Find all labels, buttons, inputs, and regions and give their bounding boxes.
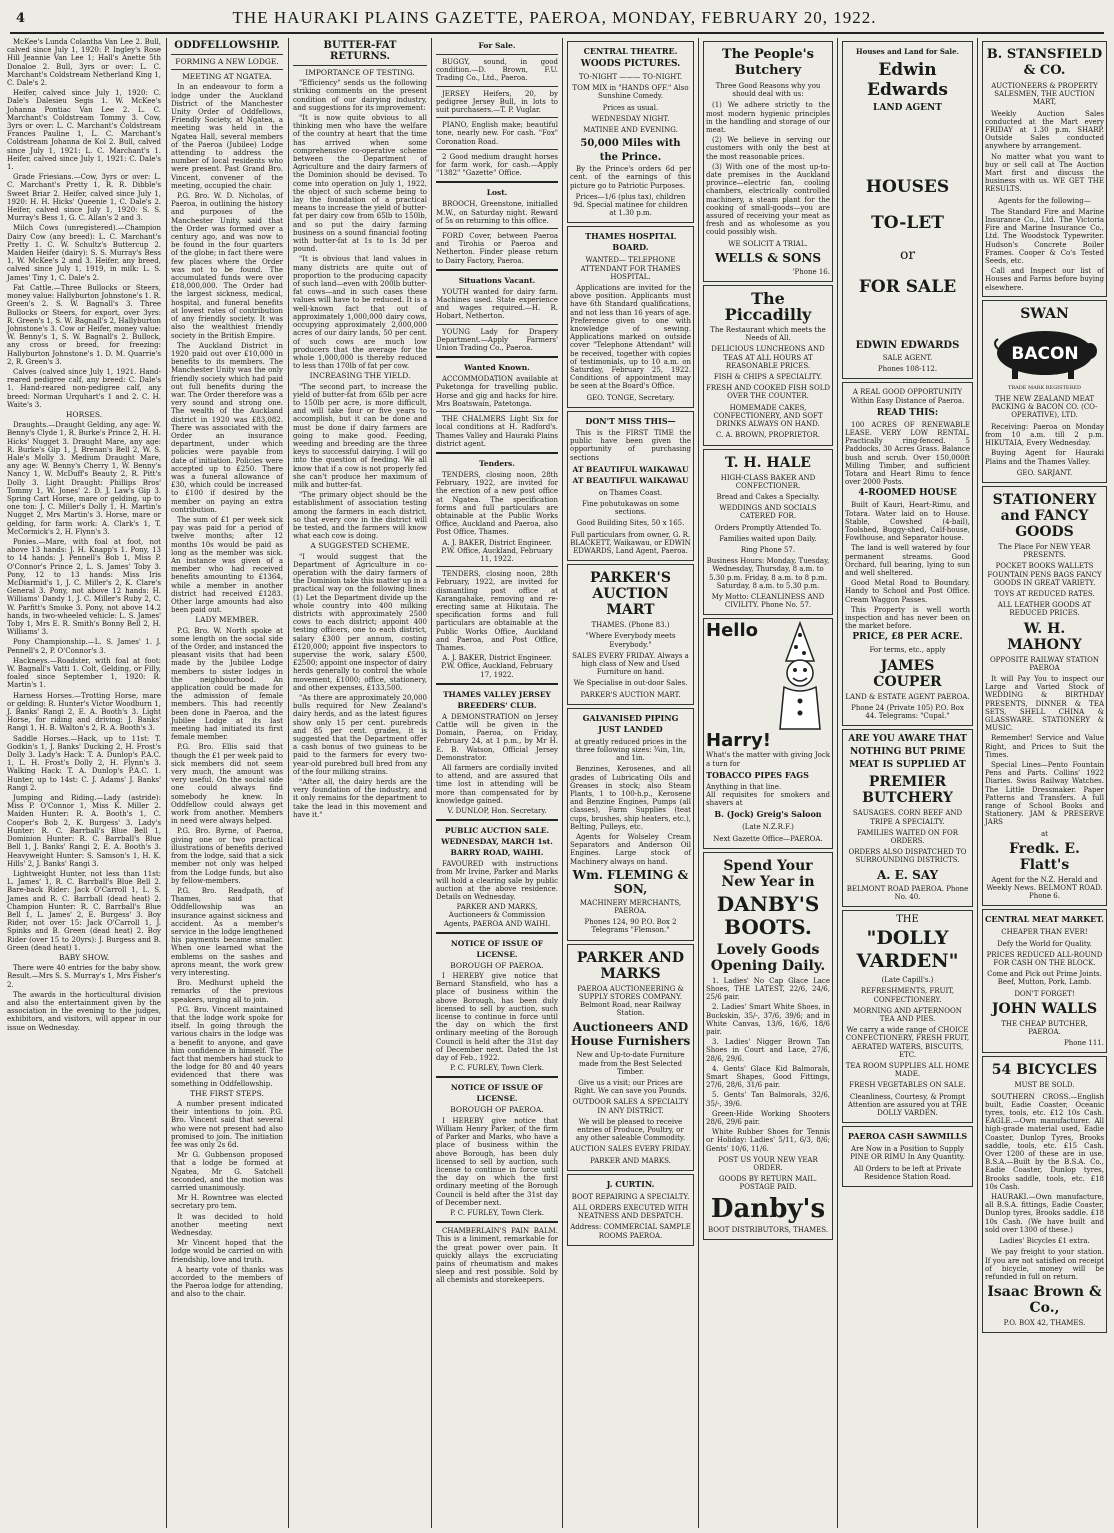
ad-line: Cleanliness, Courtesy, & Prompt Attention are assured you at THE DOLLY VARDEN. [847,1092,968,1117]
classified-ad: FAVOURED with instructions from Mr Irvine, Parker and Marks will hold a clearing sale by public auction at the above residence. Details on Wednesday. [436,860,558,902]
ad-line: The Place For NEW YEAR PRESENTS. [998,542,1091,560]
classified-signature: P. C. FURLEY, Town Clerk. [450,1208,544,1217]
classified-ad: FORD Cover, between Paeroa and Tirohia or Paeroa and Netherton. Finder please return to Dairy Factory, Paeroa. [436,232,558,265]
ad-line: Ladies' Bicycles £1 extra. [999,1237,1090,1246]
ad-line: This Property is well worth inspection and has never been on the market before. [845,605,970,631]
ad-line: We pay freight to your station. If you are not satisfied on receipt of bicycle, money will be refunded in full on return. [985,1248,1104,1281]
classified-ad: TENDERS, closing noon, 28th February, 1922, are invited for the erection of a new post office at Ngatea. The specification forms and full particulars are obtainable at the Public Works Office, Auckland and Paeroa, also Post Office, Thames. [436,470,558,537]
article-paragraph: Hackneys.—Roadster, with foal at foot: W. Bagnall's Vatti 1. Colt, Gelding, or Filly, foaled since September 1, 1920: R. Martin's 1. [7,656,161,690]
classified-ad: BROOCH, Greenstone, initialled M.W., on Saturday night. Reward of 5s on returning to this office. [436,200,558,225]
article-paragraph: Heifer, calved since July 1, 1920: C. Dale's Dalesieu Segis 1. W. McKee's Johanna Pontiac Van Lee 2. L. C. Marchant's Coldstream Tommy 3. Cow, 3yrs or over: L. C. Marchant's Coldstream Frances Pauline 1, L. C. Marchant's Coldstream Johanna de Kol 2. Bull, calved since July 1, 1921: L. C. Marchant's 1. Heifer, calved since July 1, 1921: C. Dale's 1. [7,89,161,172]
ad-line: 1. Ladies' No Cap Glace Lace Shoes, THE LATEST, 22/6, 24/6, 25/6 pair. [706,976,830,1002]
ad-line: P.O. BOX 42, THAMES. [1003,1319,1086,1328]
ad-line: ORDERS ALSO DISPATCHED TO SURROUNDING DISTRICTS. [848,848,967,865]
ad-line: ALL ORDERS EXECUTED WITH NEATNESS AND DESPATCH. [572,1204,689,1221]
ad-heading: 54 BICYCLES [991,1062,1098,1079]
classified-ad: YOUTH wanted for dairy farm. Machines used. State experience and wages required.—H. R. Hobart, Netherton. [436,287,558,321]
ad-line: A. E. SAY [876,867,939,882]
ad-line: What's the matter with giving Jock a turn for [706,751,830,768]
article-paragraph: P.G. Bro. Ellis said that though the £1 per week paid to sick members did not seem very much, the amount was very useful. On the social side one could always find somebody he knew. In Oddfellow could always get work from another. Members in need were always helped. [171,743,283,826]
article-paragraph: Harness Horses.—Trotting Horse, mare or gelding: R. Hunter's Victor Woodburn 1, J. Banks' Rangi 2, E. A. Booth's 3. Light Horse, for riding and driving: J. Banks' Rangi 1, H. B. Walton's 2, R. A. Booth's 3. [7,691,161,733]
ad-line: Ring Phone 57. [740,545,796,554]
ad-line: MACHINERY MERCHANTS, PAEROA. [579,898,682,915]
ad-line: Prices as usual. [602,103,659,112]
classified-signature: A. J. BAKER, District Engineer. P.W. Office, Auckland, February 11, 1922. [441,538,553,563]
ad-heading: STATIONERY and FANCY GOODS [992,491,1097,540]
ad-line: SALE AGENT. [882,354,933,362]
classified-heading: Lost. [486,188,508,198]
article-paragraph: Draughts.—Draught Gelding, any age: W. Benny's Clyde 1, R. Burke's Prince 2, H. H. Hicks' Nugget 3. Draught Mare, any age: R. Burke's Gip 1, J. Brenan's Bell 2, W. S. Hale's Molly 3. Medium Draught Mare, any age: W. Benny's Cherry 1, W. Benny's Nancy 1, W. McDuff's Beauty 2, R. Pitt's Dolly 3. Light Draught: Phillips Bros' Tommy 1, W. Jones' 2. D. J. Law's Gip 3. Spring Cart Horse, mare or gelding, up to one ton: J. C. Miller's Dolly 1, H. Martin's Nugget 2, Mrs Martin's 3. Horse, mare or gelding, for farm work: A. Clark's 1, T. McCormick's 2, H. Flynn's 3. [7,421,161,536]
ad-line: Phones 124, 90 P.O. Box 2 Telegrams "Flemson." [584,918,677,935]
classified-ad: All farmers are cordially invited to attend, and are assured that time lost in attending will be more than compensated for by knowledge gained. [436,764,558,805]
ad-line: Buying Agent for Hauraki Plains and the Thames Valley. [985,449,1104,466]
classified-ad: I HEREBY give notice that Bernard Stansfield, who has a place of business within the above Borough, has been duly licensed to sell by auction, such license to continue in force until the day on which the first ordinary meeting of the Borough Council is held after the 31st day of December next. Dated the 1st day of Feb., 1922. [436,972,558,1063]
ad-line: Bread and Cakes a Specialty. [716,492,820,501]
classified-ad: THE CHALMERS Light Six for local conditions at H. Radford's. Thames Valley and Hauraki Plains district agent. [436,415,558,448]
ad-heading: Isaac Brown & Co., [987,1284,1102,1317]
ad-heading: A REAL GOOD OPPORTUNITY Within Easy Distance of Paeroa. [850,388,965,405]
ad-heading: PAEROA CASH SAWMILLS [847,1131,968,1142]
ad-line: 2. Ladies' Smart White Shoes, in Buckskin, 35/-, 37/6, 39/6; and in White Canvas, 13/6, 16/6, 18/6 pair. [706,1003,830,1036]
section-heading: A SUGGESTED SCHEME. [310,541,410,551]
ad-line: ALL LEATHER GOODS AT REDUCED PRICES. [997,601,1092,618]
ad-line: FISH & CHIPS A SPECIALITY. [713,373,823,382]
classified-ad: I HEREBY give notice that William Henry Parker, of the firm of Parker and Marks, who have a place of business within the above Borough, has been duly licensed to sell by auction, such license to continue in force until the day on which the first ordinary meeting of the Borough Council is held after the 31st day of December next. [436,1116,558,1207]
ad-line: WELLS & SONS [714,250,822,265]
ad-line: Three Good Reasons why you should deal with us: [715,82,821,99]
classified-signature: P. C. FURLEY, Town Clerk. [450,1064,544,1073]
ad-line: Phones 108-112. [877,365,938,374]
ad-heading: DON'T MISS THIS— [585,415,676,426]
ad-line: (Late Capill's.) [881,976,934,985]
column-show-results [4,38,164,1528]
ad-line: My Motto: CLEANLINESS AND CIVILITY. Phone No. 57. [711,592,825,610]
article-paragraph: P.G. Bro. Byrne, of Paeroa, giving one or two practical illustrations of benefits derived from the lodge, said that a sick member not only was helped from the Lodge funds, but also by fellow-members. [171,827,283,885]
ad-line: at [1041,829,1048,838]
ad-line: WEDDINGS AND SOCIALS CATERED FOR. [719,504,817,521]
ad-line: (2) We believe in serving our customers with only the best at the most reasonable prices. [706,136,830,161]
ad-line: Remember! Service and Value Right, and Prices to Suit the Times. [985,734,1104,759]
ad-line: Phone 111. [1064,1039,1104,1048]
ad-line: No matter what you want to buy or sell call at The Auction Mart first and discuss the business with us. WE GET THE RESULTS. [985,152,1104,194]
ad-line: Business Hours: Monday, Tuesday, Wednesday, Thursday, 8 a.m. to 5.30 p.m. Friday, 8 a.m. to 8 p.m. Saturday, 8 a.m. to 5.30 p.m. [706,557,830,590]
ad-line: TO-NIGHT ——— TO-NIGHT. [578,73,683,81]
ad-heading: JOHN WALLS [991,1000,1098,1017]
ad-line: Phone 24 (Private 105) P.O. Box 44. Telegrams: "Cupal." [851,703,964,721]
ad-line: THE [896,913,919,925]
ad-line: White Rubber Shoes for Tennis or Holiday: Ladies' 5/11, 6/3, 8/6; Gents' 10/6, 11/6. [706,1128,830,1153]
ad-line: Give us a visit; our Prices are Right. We can save you Pounds. [574,1079,687,1096]
section-heading: HORSES. [65,409,103,419]
ad-line: TOYS AT REDUCED RATES. [994,589,1095,598]
ad-line: Good Building Sites, 50 x 165. [576,519,685,528]
ad-line: WE SOLICIT A TRIAL. [728,239,808,248]
ad-line: Orders Promptly Attended To. [714,523,822,532]
classified-heading: PUBLIC AUCTION SALE. WEDNESDAY, MARCH 1st. BARRY ROAD, WAIHI. [441,826,553,858]
classified-heading: Wanted Known. [464,363,530,373]
ad-line: Address: COMMERCIAL SAMPLE ROOMS PAEROA. [570,1223,691,1240]
ad-line: C. A. BROWN, PROPRIETOR. [715,431,820,440]
ad-line: PARKER'S AUCTION MART. [580,690,681,699]
ad-line: AUCTION SALES EVERY FRIDAY. [570,1145,691,1154]
article-paragraph: "As there are approximately 20,000 bulls required for New Zealand's dairy herds, and as the latest figures show only 15 per cent. purebreds and 85 per cent. grades, it is suggested that the Department offer a cash bonus of two guineas to be paid to the farmers for every two-year-old purebred bull bred from any of the four milking strains. [293,694,427,776]
ad-line: It will Pay You to inspect our Large and Varied Stock of WEDDING & BIRTHDAY PRESENTS, DINNER & TEA SETS, SHELL CHINA & GLASSWARE. STATIONERY & MUSIC. [985,674,1104,733]
ad-line: CHEAPER THAN EVER! [1001,928,1088,937]
ad-line: TEA ROOM SUPPLIES ALL HOME MADE. [845,1061,970,1079]
article-paragraph: "After all, the dairy herds are the very foundation of the industry, and it only remains for the department to take the lead in this movement and have it." [293,778,427,819]
ad-line: PARKER AND MARKS. [590,1156,671,1165]
article-paragraph: Bro. Medhurst upheld the remarks of the previous speakers, urging all to join. [171,979,283,1004]
ad-heading: Spend Your New Year in [721,857,815,890]
ad-line: POCKET BOOKS WALLETS FOUNTAIN PENS BAGS FANCY GOODS IN GREAT VARIETY. [987,562,1102,587]
ad-line: 'Phone 16. [792,267,830,276]
ad-line: POST US YOUR NEW YEAR ORDER. [718,1155,818,1173]
article-paragraph: Ponies.—Mare, with foal at foot, not above 13 hands: J. H. Knapp's 1. Pony, 13 to 14 hands: J. Pennell's Bob 1, Miss P. O'Connor's Prince 2, L. S. James' Toby 3. Pony, 12 to 13 hands: Miss Iris McDiarmid's 1, J. C. Miller's 2, K. Clare's General 3. Pony, not above 12 hands: H. Williams' Dandy 1, J. C. Miller's Ruby 2, C. W. Parfitt's Smoke 3. Pony, not above 14.2 hands, in two-wheeled vehicle: L. S. James' Toby 1, Mrs E. R. Smith's Bonny Bell 2, H. Williams' 3. [7,537,161,637]
ad-heading: "DOLLY VARDEN" [856,927,959,973]
ad-heading: Hello Harry! [706,620,771,752]
ad-line: AUCTIONEERS & PROPERTY SALESMEN, THE AUCTION MART, [991,82,1098,107]
ad-line: The land is well watered by four permanent streams. Good Orchard, full bearing, lying to sun and well sheltered. [845,544,970,578]
article-subtitle: MEETING AT NGATEA. [182,72,272,82]
notice-borough: BOROUGH OF PAEROA. [450,1105,544,1115]
ad-heading: W. H. MAHONY [1007,620,1082,653]
classified-heading: NOTICE OF ISSUE OF LICENSE. [450,938,544,959]
ad-line: We will be pleased to receive entries of Produce, Poultry, or any other saleable Commodity. [575,1117,686,1143]
ad-line: Prices—1/6 (plus tax), children 9d. Special matinee for children at 1.30 p.m. [573,192,688,218]
ad-line: THAMES. (Phone 83.) [591,621,670,630]
ad-heading: PARKER'S AUCTION MART [590,570,671,619]
ad-line: WEDNESDAY NIGHT. [591,114,670,123]
ad-line: EDWIN EDWARDS [855,340,960,351]
article-paragraph: Pony Championship.—L. S. James' 1. J. Pennell's 2, P. O'Connor's 3. [7,638,161,655]
ad-line: GOODS BY RETURN MAIL. POSTAGE PAID. [719,1175,817,1192]
article-paragraph: P.G. Bro. Vincent maintained that the lodge work spoke for itself. In going through the various chairs in the lodge was a benefit to anyone, and gave him confidence in himself. The fact that members had stuck to the lodge for 80 and 40 years evidenced that there was something in Oddfellowship. [171,1005,283,1088]
article-paragraph: Fat Cattle.—Three Bullocks or Steers, money value: Hallyburton Johnstone's 1. R. Green's 2. S. W. Bagnall's 3. Three Bullocks or Steers, for export, over 3yrs: R. Green's 1, S. W. Bagnall's 2, Hallyburton Johnstone's 3. Cow or Heifer, money value: W. Benny's 1, S. W. Bagnall's 2. Bullock, any cross or breed, for freezing: Hallyburton Johnstone's 1. D. M. Quarrie's 2, R. Green's 3. [7,283,161,366]
column-butterfat [290,38,430,1528]
article-paragraph: McKee's Lunda Colantha Van Lee 2. Bull, calved since July 1, 1920: P. Ingley's Rose Hill Jeannie Van Lee 1; Hall's Anette 5th Donaloe 2. Bull, 3yrs or over: L. C. Marchant's Coldstream Netherland King 1, C. Dale's 2. [7,38,161,88]
classified-ad: BUGGY, sound, in good condition.—D. Brown, F.U. Trading Co., Ltd., Paeroa. [436,58,558,83]
ad-line: 5. Gents' Tan Balmorals, 32/6, 35/-, 39/6. [706,1091,830,1108]
article-subtitle: IMPORTANCE OF TESTING. [305,68,415,77]
ad-heading: J. CURTIN. [606,1178,655,1189]
ad-heading: THAMES HOSPITAL BOARD. [585,231,676,253]
ad-line: New and Up-to-date Furniture made from the Best Selected Timber. [576,1051,685,1076]
ad-line: (Late N.Z.R.F.) [742,823,794,832]
ad-line: NOTHING BUT PRIME [849,747,966,758]
classified-heading: Situations Vacant. [458,275,536,285]
column-oddfellowship [168,38,286,1528]
ad-line: READ THIS: [876,407,939,418]
ad-line: Agent for the N.Z. Herald and Weekly News. BELMONT ROAD. Phone 6. [986,875,1103,901]
ad-heading: Danby's [710,1193,826,1224]
ad-line: Benzines, Kerosenes, and all grades of Lubricating Oils and Greases in stock; also Steam Plants, 1 to 100-h.p., Kerosene and Benzine Engines, Pumps (all classes), Farm Supplies (teat cups, brushes, ship heaters, etc.), Belting, Pulleys, etc. [570,765,691,831]
pig-logo-icon [990,325,1100,381]
ad-line: TO-LET [871,213,944,233]
ad-line: The Standard Fire and Marine Insurance Co., Ltd. The Victoria Fire and Marine Insurance Co., Ltd. The Woodstock Typewriter. Hudson's Concrete Boiler Frames. Cooper & Co's Tested Seeds, etc. [985,207,1104,266]
article-paragraph: P.G. Bro. Readpath, of Thames, said that Oddfellowship was an insurance against sickness and accident. As a member's service in the lodge lengthened his payments became smaller. When one learned what the emblems on the sashes and aprons meant, the work grew very interesting. [171,886,283,977]
article-title: ODDFELLOWSHIP. [174,40,280,51]
ad-line: "Where Everybody meets Everybody." [585,632,676,649]
article-paragraph: In an endeavour to form a lodge under the Auckland District of the Manchester Unity Order of Oddfellows, Friendly Society, at Ngatea, a meeting was held in the Ngatea Hall, several members of the Paeroa (Jubilee) Lodge attending to address the number of local residents who were present. Past Grand Bro. Vincent, convener of the meeting, occupied the chair. [171,83,283,190]
ad-line: Agents for Wolseley Cream Separators and Anderson Oil Engines. Large stock of Machinery always on hand. [570,832,691,866]
ad-line: (1) We adhere strictly to the most modern hygienic principles in the handling and storage of our meat. [706,101,830,135]
ad-line: All Orders to be left at Private Residence Station Road. [853,1164,962,1181]
ad-line: Receiving: Paeroa on Monday from 10 a.m. till 2 p.m. HIKUTAIA, Every Wednesday. [985,422,1104,448]
ad-line: ARE YOU AWARE THAT [848,734,967,745]
ad-line: at greatly reduced prices in the three following sizes: ¾in, 1in, and 1in. [574,737,687,763]
ad-line: BOOT DISTRIBUTORS, THAMES. [707,1225,829,1234]
classified-ad: PIANO, English make; beautiful tone, nearly new. For cash. "Fox" Coronation Road. [436,121,558,146]
ad-line: MORNING AND AFTERNOON TEA AND PIES. [853,1006,962,1023]
ad-line: FOR SALE [858,277,957,297]
article-paragraph: "It is obvious that land values in many districts are quite out of proportion to the producing capacity of such land—even with 200lb butter-fat cows—and in such cases these values will have to be reduced. It is a well-known fact that out of approximately 1,000,000 dairy cows, occupying approximately 2,000,000 acres of our dairy lands, 50 per cent. of such cows are much low producers that the average for the whole 1,000,000 is thereby reduced to less than 170lb of fat per cow. [293,255,427,371]
ad-line: HOUSES [865,177,950,197]
ad-line: 4. Gents' Glace Kid Balmorals, Smart Shapes, Good Fittings, 27/6, 28/6, 31/6 pair. [706,1064,830,1090]
article-paragraph: P.G. Bro. W. North spoke at some length on the social side of the Order, and instanced the pleasant visits that had been made by the Jubilee Lodge members to sister lodges in the neighbourhood. An application could be made for the admission of female members. This had recently been done in Paeroa, and the Jubilee Lodge at its last meeting had initiated its first female member. [171,626,283,742]
column-land-ads [839,38,976,1528]
ad-line: OUTDOOR SALES A SPECIALTY IN ANY DISTRICT. [572,1098,689,1115]
ad-line: Green-Hide Working Shooters 28/6, 29/6 pair. [706,1109,830,1127]
notice-borough: BOROUGH OF PAEROA. [450,960,544,970]
article-paragraph: Grade Friesians.—Cow, 3yrs or over: L. C. Marchant's Pretty 1, R. R. Dibble's Sweet Briar 2. Heifer, calved since July 1, 1920: H. H. Hicks' Queenie 1, C. Dale's 2. Heifer, calved since July 1, 1920: S. S. Murray's Bess 1, G. C. Allan's 2 and 3. [7,173,161,223]
section-heading: THE FIRST STEPS. [190,1088,264,1098]
ad-line: TRADE MARK REGISTERED [1008,384,1081,391]
newspaper-title: THE HAURAKI PLAINS GAZETTE, PAEROA, MONDAY, FEBRUARY 20, 1922. [232,8,877,27]
classified-heading: THAMES VALLEY JERSEY BREEDERS' CLUB. [443,689,551,710]
ad-line: WANTED— TELEPHONE ATTENDANT FOR THAMES HOSPITAL. [580,256,681,281]
ad-line: BELMONT ROAD PAEROA. Phone No. 40. [846,884,969,901]
ad-line: Applications are invited for the above position. Applicants must have 6th Standard qualifications, and not less than 16 years of age. Preference given to one with knowledge of sewing. Applications marked on outside cover "Telephone Attendant" will be received, together with copies of testimonials, up to 10 a.m. on Saturday, February 25, 1922. Conditions of appointment may be seen at the Board's Office. [570,284,691,391]
article-paragraph: Jumping and Riding.—Lady (astride): Miss P. O'Connor 1, Miss K. Miller 2. Maiden Hunter: R. A. Booth's 1, C. Cooper's Bob 2, K. Burgess' 3. Lady's Hunter: R. C. Barrball's Blue Bell 1, Dominion Hunter: R. C. Barrball's Blue Bell 1, J. Banks' Rangi 2, E. A. Booth's 3. Heavyweight Hunter: S. Samson's 1, H. K. Hills' 2, J. Banks' Rangi 3. [7,794,161,868]
article-paragraph: P.G. Bro. W. D. Nicholas, of Paeroa, in outlining the history and purposes of the Manchester Unity, said that the Order was formed over a century ago, and was now to be found in the four quarters of the globe; in fact there were few places where the Order was not to be found. The accumulated funds were over £18,000,000. The Order had the largest sickness, medical, hospital, and funeral benefits at lowest rates of contribution of any friendly society. It was also the wealthiest friendly society in the British Empire. [171,192,283,340]
article-paragraph: The sum of £1 per week sick pay was paid for a period of twelve months; after 12 months 10s would be paid as long as the member was sick. An instance was given of a member who had received benefits amounting to £1364, while a member in another district had received £1283. Other large amounts had also been paid out. [171,515,283,615]
article-paragraph: Calves (calved since July 1, 1921. Hand-reared pedigree calf, any breed: C. Dale's 1. Hand-reared non-pedigree calf, any breed: Norman Urquhart's 1 and 2. C. H. Waite's 3. [7,367,161,409]
ad-line: MATINEE AND EVENING. [583,126,678,135]
ad-line: PAEROA AUCTIONEERING & SUPPLY STORES COMPANY. Belmont Road, near Railway Station. [577,984,684,1018]
article-paragraph: Mr Vincent hoped that the lodge would be carried on with friendship, love and truth. [171,1239,283,1264]
ad-line: THE NEW ZEALAND MEAT PACKING & BACON CO. (CO-OPERATIVE), LTD. [991,395,1098,420]
ad-line: 4-ROOMED HOUSE [858,488,957,499]
ad-heading: The People's Butchery [722,47,814,78]
ad-line: 3. Ladies' Nigger Brown Tan Shoes in Court and Lace, 27/6, 28/6, 29/6. [706,1038,830,1063]
ad-heading: Houses and Land for Sale. [856,47,959,56]
ad-line: AT BEAUTIFUL WAIKAWAU AT BEAUTIFUL WAIKAWAU [572,464,689,485]
ad-heading: The Piccadilly [724,289,812,325]
article-paragraph: "The primary object should be the establishment of association testing among the farmers in each district, so that every cow in the district will be tested, and the farmers will know what each cow is doing. [293,491,427,541]
classified-ad: JERSEY Heifers, 20, by pedigree Jersey Bull, in lots to suit purchasers.—T. P. Vuglar. [436,89,558,115]
ad-heading: PARKER AND MARKS [576,949,685,982]
classified-ad: 2 Good medium draught horses for farm work, for cash.—Apply "1382" "Gazette" Office. [436,152,558,178]
classified-heading: NOTICE OF ISSUE OF LICENSE. [450,1083,544,1104]
ad-line: Come and Pick out Prime Joints. Beef, Mutton, Pork, Lamb. [987,970,1102,987]
ad-line: BOOT REPAIRING A SPECIALTY. [571,1192,690,1201]
article-paragraph: A hearty vote of thanks was accorded to the members of the Paeroa lodge for attending, and also to the chair. [171,1265,283,1299]
article-paragraph: "I would suggest that the Department of Agriculture in co-operation with the dairy farmers of the Dominion take this matter up in a practical way on the following lines: (1) Let the Department divide up the whole country into 400 milking districts with approximately 2500 cows to each district; appoint 400 testing officers, one to each district, salary £300 per annum, costing £120,000; appoint five inspectors to supervise the work, salary £500, £2500; appoint one inspector of dairy herds generally to control the whole movement, £1000; office, stationery, and other expenses, £133,500. [293,552,427,692]
ad-line: Agents for the following— [998,196,1091,205]
ad-heading: DANBY'S BOOTS. [716,891,820,939]
ad-line: Families waited upon Daily. [719,534,817,543]
ad-line: Are Now in a Position to Supply PINE OR RIMU In Any Quantity. [850,1145,965,1162]
ad-line: All requisites for smokers and shavers at [706,790,830,808]
ad-line: Built of Kauri, Heart-Rimu, and Totara. Water laid on to House. Stable, Cowshed (4-bail), Toolshed, Buggy-shed, Calf-house, Fowlhouse, and Separator house. [845,501,970,543]
ad-heading: Fredk. E. Flatt's [1009,840,1080,873]
ad-line: By the Prince's orders 6d per cent. of the earnings of this picture go to Patriotic Purposes. [570,165,691,190]
article-paragraph: The awards in the horticultural division and also the entertainment given by the association in the evening to the judges, exhibitors, and visitors, will appear in our issue on Wednesday. [7,990,161,1032]
classified-signature: PARKER AND MARKS, Auctioneers & Commission Agents, PAEROA AND WAIHI. [443,903,551,928]
ad-line: (3) With one of the most up-to-date premises in the Auckland province—electric fan, cooling chambers, electrically controlled machinery, a steam plant for the cooking of small-goods—you are assured of receiving your meat as fresh and as wholesome as you could possibly wish. [706,162,830,237]
article-paragraph: Mr G. Gubbenson proposed that a lodge be formed at Ngatea, Mr G. Satchell seconded, and the motion was carried unanimously. [171,1151,283,1193]
classified-heading: Tenders. [479,458,515,468]
article-title: BUTTER-FAT RETURNS. [323,40,397,62]
ad-line: MEAT IS SUPPLIED AT [849,760,966,771]
column-theatre-ads [564,38,697,1528]
classified-ad: ACCOMMODATION available at Puketonga for travelling public. Horse and gig and hacks for hire. Mrs Boatswain, Patetonga. [436,375,558,408]
ad-line: FAMILIES WAITED ON FOR ORDERS. [856,828,959,845]
masthead [10,4,1104,34]
ad-heading: CENTRAL THEATRE. [583,46,678,56]
ad-line: Anything in that line. [706,782,782,791]
ad-line: Auctioneers AND House Furnishers [570,1020,691,1049]
ad-heading: GALVANISED PIPING JUST LANDED [582,712,679,734]
section-heading: BABY SHOW. [58,952,110,962]
ad-line: GEO. SARJANT. [1016,468,1073,477]
ad-line: Special Lines—Pento Fountain Pens and Parts. Collins' 1922 Diaries. Swiss Railway Watches. The Little Dressmaker. Paper Patterns and Transfers. A full range of School Books and Stationery. JAM & PRESERVE JARS [985,760,1104,827]
article-paragraph: A number present indicated their intentions to join. P.G. Bro. Vincent said that several who were not present had also promised to join. The initiation fee was only 2s 6d. [171,1099,283,1149]
article-paragraph: It was decided to hold another meeting next Wednesday. [171,1212,283,1238]
section-heading: LADY MEMBER. [195,615,259,625]
article-paragraph: "It is now quite obvious to all thinking men who have the welfare of the country at heart that the time has arrived when some comprehensive co-operative scheme between the Department of Agriculture and the dairy farmers of the Dominion should be devised. To come into operation on July 1, 1922, the object of such scheme being to lay the foundation of a practical means to increase the yield of butter-fat per dairy cow from 65lb to 150lb, and so put the dairy farming business on a sound financial footing with butter-fat at 1s to 1s 3d per pound. [293,114,427,254]
ad-heading: Lovely Goods Opening Daily. [710,941,826,974]
ad-line: GEO. TONGE, Secretary. [586,393,675,402]
column-merchant-ads [979,38,1110,1528]
article-subtitle: FORMING A NEW LODGE. [175,57,279,66]
ad-heading: B. STANSFIELD & CO. [986,47,1103,78]
article-paragraph: Saddle Horses.—Hack, up to 11st: T. Godkin's 1, J. Banks' Ducking 2, H. Frost's Dolly 3. Lady's Hack: T. A. Dunlop's P.A.C. 1, L. H. Frost's Dolly 2, H. Flynn's 3. Walking Hack: T. A. Dunlop's P.A.C. 1. Hunter, up to 14st: C. J. Adams' J. Banks' Rangi 2. [7,734,161,792]
ad-line: SALES EVERY FRIDAY. Always a high class of New and Used Furniture on hand. [572,651,689,677]
ad-line: Next Gazette Office—PAEROA. [713,834,823,843]
ad-line: TOBACCO PIPES FAGS [706,769,809,780]
ad-heading: JAMES COUPER [873,657,942,690]
ad-line: WOODS PICTURES. [580,59,681,69]
ad-line: DON'T FORGET! [1014,989,1075,998]
ad-line: This is the FIRST TIME the public have been given the opportunity of purchasing sections [570,428,691,462]
ad-line: LAND & ESTATE AGENT PAEROA. [845,692,970,701]
article-paragraph: The Auckland District in 1920 paid out over £10,000 in benefits to its members. The Manchester Unity was the only friendly society which had paid out full benefits during the war. The Order therefore was a very sound and strong one. The wealth of the Auckland district in 1920 was £83,082. There was associated with the Order an insurance department, under which policies were payable from date of initiation. Policies were accepted up to £250. There was a funeral allowance of £30, which could be increased to £100 if desired by the member on paying an extra contribution. [171,341,283,514]
classified-signature: V. DUNLOP, Hon. Secretary. [447,807,547,816]
ad-line: SAUSAGES. CORN BEEF AND TRIPE A SPECIALTY. [852,809,963,826]
classified-ad: YOUNG Lady for Drapery Department.—Apply Farmers' Union Trading Co., Paeroa. [436,327,558,353]
ad-line: PRICES REDUCED ALL-ROUND FOR CASH ON THE BLOCK. [986,950,1103,968]
ad-line: Wm. FLEMING & SON, [572,867,689,896]
ad-line: 100 ACRES OF RENEWABLE LEASE. VERY LOW RENTAL. Practically ring-fenced. 5 Paddocks, 30 Acres Grass. Balance bush and scrub. Over 150,000ft Milling Timber, and sufficient Totara and Heart Rimu to fence over 2000 Posts. [845,420,970,487]
column-classifieds [433,38,561,1528]
classified-ad: CHAMBERLAIN'S PAIN BALM. This is a liniment, remarkable for the great power over pain. It quickly allays the excruciating pains of rheumatism and makes sleep and rest possible. Sold by all chemists and storekeepers. [436,1227,558,1285]
ad-line: Defy the World for Quality. [997,939,1092,948]
ad-line: LAND AGENT [873,103,942,113]
article-paragraph: Mr H. Rowntree was elected secretary pro tem. [171,1194,283,1211]
ad-line: THE CHEAP BUTCHER, PAEROA. [1001,1019,1088,1037]
clown-illustration [770,621,830,731]
article-paragraph: Lightweight Hunter, not less than 11st: L. James' 1, R. C. Barrball's Blue Bell 2. Bare-back Rider: Jack O'Carroll 1, L. S. James and R. C. Barrball (dead heat) 2. Champion Hunter: R. C. Barrball's Blue Bell 1, L. James' 2, E. Burgess' 3. Boy Rider, not over 15: Jack O'Carroll 1, J. Spinks and B. Green (dead heat) 2. Boy Rider (over 15 to 20yrs): J. Burgess and B. Green (dead heat) 1. [7,869,161,952]
ad-line: For terms, etc., apply [869,646,946,655]
ad-line: HIGH-CLASS BAKER AND CONFECTIONER. [720,473,816,490]
ad-heading: Edwin Edwards [867,60,948,100]
ad-line: B. (Jock) Greig's Saloon [714,809,822,820]
ad-line: HOMEMADE CAKES, CONFECTIONERY, AND SOFT DRINKS ALWAYS ON HAND. [713,403,823,429]
ad-line: FRESH VEGETABLES ON SALE. [849,1081,966,1090]
ad-line: on Thames Coast. [598,488,663,497]
ad-heading: SWAN [1020,305,1069,322]
ad-heading: CENTRAL MEAT MARKET. [985,914,1104,925]
ad-line: 50,000 Miles with the Prince. [580,138,681,164]
ad-line: DELICIOUS LUNCHEONS AND TEAS AT ALL HOURS AT REASONABLE PRICES. [711,345,825,370]
ad-line: PRICE, £8 PER ACRE. [852,632,963,643]
ad-line: FRESH AND COOKED FISH SOLD OVER THE COUNTER. [706,384,830,401]
ad-line: Weekly Auction Sales conducted at the Mart every FRIDAY at 1.30 p.m. SHARP. Outside Sales conducted anywhere by arrangement. [985,109,1104,151]
bacon-text: BACON [1010,343,1079,364]
ad-line: Good Metal Road to Boundary. Handy to School and Post Office. Cream Waggon Passes. [845,579,970,604]
ad-heading: T. H. HALE [725,454,811,471]
column-shop-ads [700,38,836,1528]
section-heading: INCREASING THE YIELD. [309,371,411,381]
article-paragraph: "Efficiency" sends us the following striking comments on the present condition of our dairying industry, and suggestions for its improvement: [293,79,427,112]
ad-line: or [899,247,916,263]
ad-line: We Specialise in out-door Sales. [573,679,688,688]
ad-line: MUST BE SOLD. [1014,1081,1075,1090]
article-paragraph: "The second part, to increase the yield of butter-fat from 65lb per acre to 150lb per acre, is more difficult, and will take four or five years to accomplish, but it can be done and must be done if dairy farmers are going to make good. Feeding, weeding and breeding are the three keys to successful dairying. I will go into the question of feeding. We all know that if a cow is not properly fed she can't produce her maximum of milk and butter-fat. [293,382,427,489]
classified-signature: A. J. BAKER, District Engineer. P.W. Office, Auckland, February 17, 1922. [441,654,553,679]
ad-line: SOUTHERN CROSS.—English built, Eadie Coaster, Oceanic tyres, tools, etc. £12 10s Cash. EAGLE.—Own manufacturer. All high-grade material used, Eadie Coaster, Dunlop Tyres, Brooks saddle, tools, etc. £15 Cash. Over 1200 of these are in use. B.S.A.—Built by the B.S.A. Co., Eadie Coaster, Dunlop tyres, Brooks saddle, tools, etc. £18 10s Cash. [985,1092,1104,1191]
ad-line: Full particulars from owner, G. R. BLACKETT, Waikawau, or EDWIN EDWARDS, Land Agent, Paeroa. [570,530,691,555]
ad-line: The Restaurant which meets the Needs of All. [710,326,826,343]
ad-line: Call and Inspect our list of Houses and Farms before buying elsewhere. [985,267,1104,292]
ad-line: Fine pohutukawas on some sections. [582,499,679,517]
ad-line: HAURAKI.—Own manufacture, all B.S.A. fittings, Eadie Coaster, Dunlop tyres, Brooks saddle. £18 10s Cash. (We have built and sold over 1300 of these.) [985,1193,1104,1234]
page-number: 4 [16,10,26,26]
ad-heading: PREMIER BUTCHERY [862,774,953,807]
classified-ad: A DEMONSTRATION on Jersey Cattle will be given in the Domain, Paeroa, on Friday, February 24, at 1 p.m., by Mr H. E. B. Watson, Official Jersey Demonstrator. [436,712,558,762]
ad-line: OPPOSITE RAILWAY STATION PAEROA [989,655,1100,672]
ad-line: REFRESHMENTS, FRUIT, CONFECTIONERY. [860,987,955,1004]
classified-ad: TENDERS, closing noon, 28th February, 1922, are invited for dismantling post office at Karangahake, removing and re-erecting same at Hikutaia. The specification forms and full particulars are obtainable at the Public Works Office, Auckland and Paeroa, and Post Office, Thames. [436,570,558,652]
classified-heading: For Sale. [478,41,516,50]
ad-line: We carry a wide range of CHOICE CONFECTIONERY, FRESH FRUIT, AERATED WATERS, BISCUITS, ETC. [845,1026,970,1059]
article-paragraph: There were 40 entries for the baby show. Result.—Mrs S. S. Murray's 1, Mrs Fisher's 2. [7,964,161,989]
ad-line: TOM MIX in "HANDS OFF." Also Sunshine Comedy. [572,84,689,101]
article-paragraph: Milch Cows (unregistered).—Champion Dairy Cow (any breed): L. C. Marchant's Pretty 1. C. W. Schultz's Buttercup 2. Maiden Heifer (dairy): S. S. Murray's Bess 1, W. McKee's 2 and 3. Heifer, any breed, calved since July 1, 1919, in milk: L. S. James' Tiny 1, C. Dale's 2. [7,224,161,282]
